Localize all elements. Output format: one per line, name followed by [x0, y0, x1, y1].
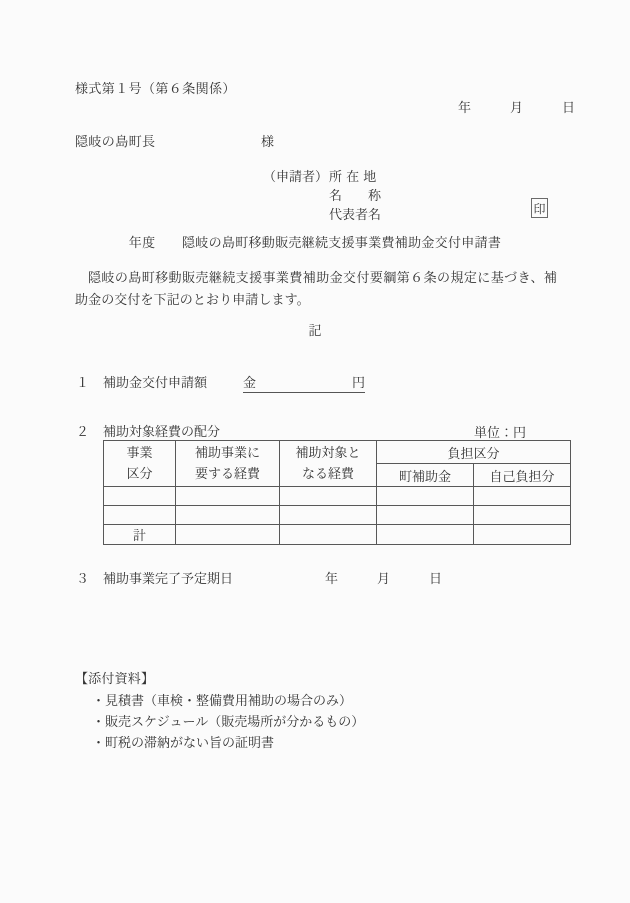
submission-date-line: 年 月 日 — [458, 101, 576, 116]
attachments-list — [75, 691, 364, 754]
list-item: ・販売スケジュール（販売場所が分かるもの） — [92, 715, 365, 730]
cell-total-label: 計 — [104, 525, 176, 545]
item-1-amount-field[interactable] — [243, 372, 365, 393]
applicant-name-row — [263, 185, 391, 204]
applicant-address-row — [263, 166, 391, 185]
cell-eligible-expense[interactable] — [280, 487, 377, 506]
header-required-expense: 補助事業に 要する経費 — [176, 441, 280, 487]
list-item: ・見積書（車検・整備費用補助の場合のみ） — [92, 694, 353, 709]
cell-category[interactable] — [104, 506, 176, 525]
ki-mark: 記 — [308, 324, 322, 339]
header-eligible-expense: 補助対象と なる経費 — [280, 441, 377, 487]
addressee-honorific: 様 — [261, 135, 275, 150]
item-3-label: 補助事業完了予定期日 — [103, 572, 234, 587]
attachments-title: 【添付資料】 — [75, 672, 155, 687]
applicant-address-label: 所 在 地 — [329, 170, 377, 185]
cell-total-expense[interactable] — [176, 487, 280, 506]
list-item: ・町税の滞納がない旨の証明書 — [92, 736, 275, 751]
item-3-number: ３ — [76, 572, 90, 587]
cell-total-expense[interactable] — [176, 506, 280, 525]
applicant-name-label: 名 称 — [329, 189, 382, 204]
cell-town-subsidy[interactable] — [377, 506, 474, 525]
currency-prefix: 金 — [243, 376, 257, 391]
applicant-tag: （申請者） — [263, 170, 329, 185]
table-header-row-1 — [104, 441, 571, 464]
header-self-burden: 自己負担分 — [474, 464, 571, 487]
item-1-label: 補助金交付申請額 — [103, 376, 208, 391]
header-burden-group: 負担区分 — [377, 441, 571, 464]
allocation-table — [103, 440, 571, 545]
cell-self-burden[interactable] — [474, 487, 571, 506]
cell-self-burden-sum[interactable] — [474, 525, 571, 545]
cell-category[interactable] — [104, 487, 176, 506]
item-2-expense-allocation — [76, 421, 220, 440]
body-paragraph: 隠岐の島町移動販売継続支援事業費補助金交付要綱第６条の規定に基づき、補助金の交付を下記のとおり申請します。 — [75, 271, 557, 308]
item-2-label: 補助対象経費の配分 — [103, 425, 221, 440]
item-1-number: １ — [76, 376, 90, 391]
table-total-row — [104, 525, 571, 545]
seal-stamp-box: 印 — [531, 198, 548, 218]
cell-eligible-expense[interactable] — [280, 506, 377, 525]
item-2-number: ２ — [76, 425, 90, 440]
form-number: 様式第１号（第６条関係） — [75, 82, 236, 97]
item-3-date-line[interactable]: 年 月 日 — [325, 572, 443, 587]
cell-total-expense-sum[interactable] — [176, 525, 280, 545]
currency-suffix: 円 — [352, 376, 366, 391]
item-3-completion-date — [76, 568, 442, 587]
header-town-subsidy: 町補助金 — [377, 464, 474, 487]
table-unit-note: 単位：円 — [474, 426, 527, 441]
header-business-category: 事業 区分 — [104, 441, 176, 487]
applicant-block — [263, 166, 391, 223]
cell-eligible-expense-sum[interactable] — [280, 525, 377, 545]
applicant-representative-row — [263, 204, 391, 223]
item-1-subsidy-amount — [76, 372, 365, 393]
cell-self-burden[interactable] — [474, 506, 571, 525]
addressee: 隠岐の島町長 — [75, 135, 156, 150]
attachments-section — [75, 668, 364, 754]
page-title: 年度 隠岐の島町移動販売継続支援事業費補助金交付申請書 — [128, 236, 502, 251]
table-row — [104, 506, 571, 525]
cell-town-subsidy[interactable] — [377, 487, 474, 506]
applicant-representative-label: 代表者名 — [329, 208, 382, 223]
table-row — [104, 487, 571, 506]
cell-town-subsidy-sum[interactable] — [377, 525, 474, 545]
